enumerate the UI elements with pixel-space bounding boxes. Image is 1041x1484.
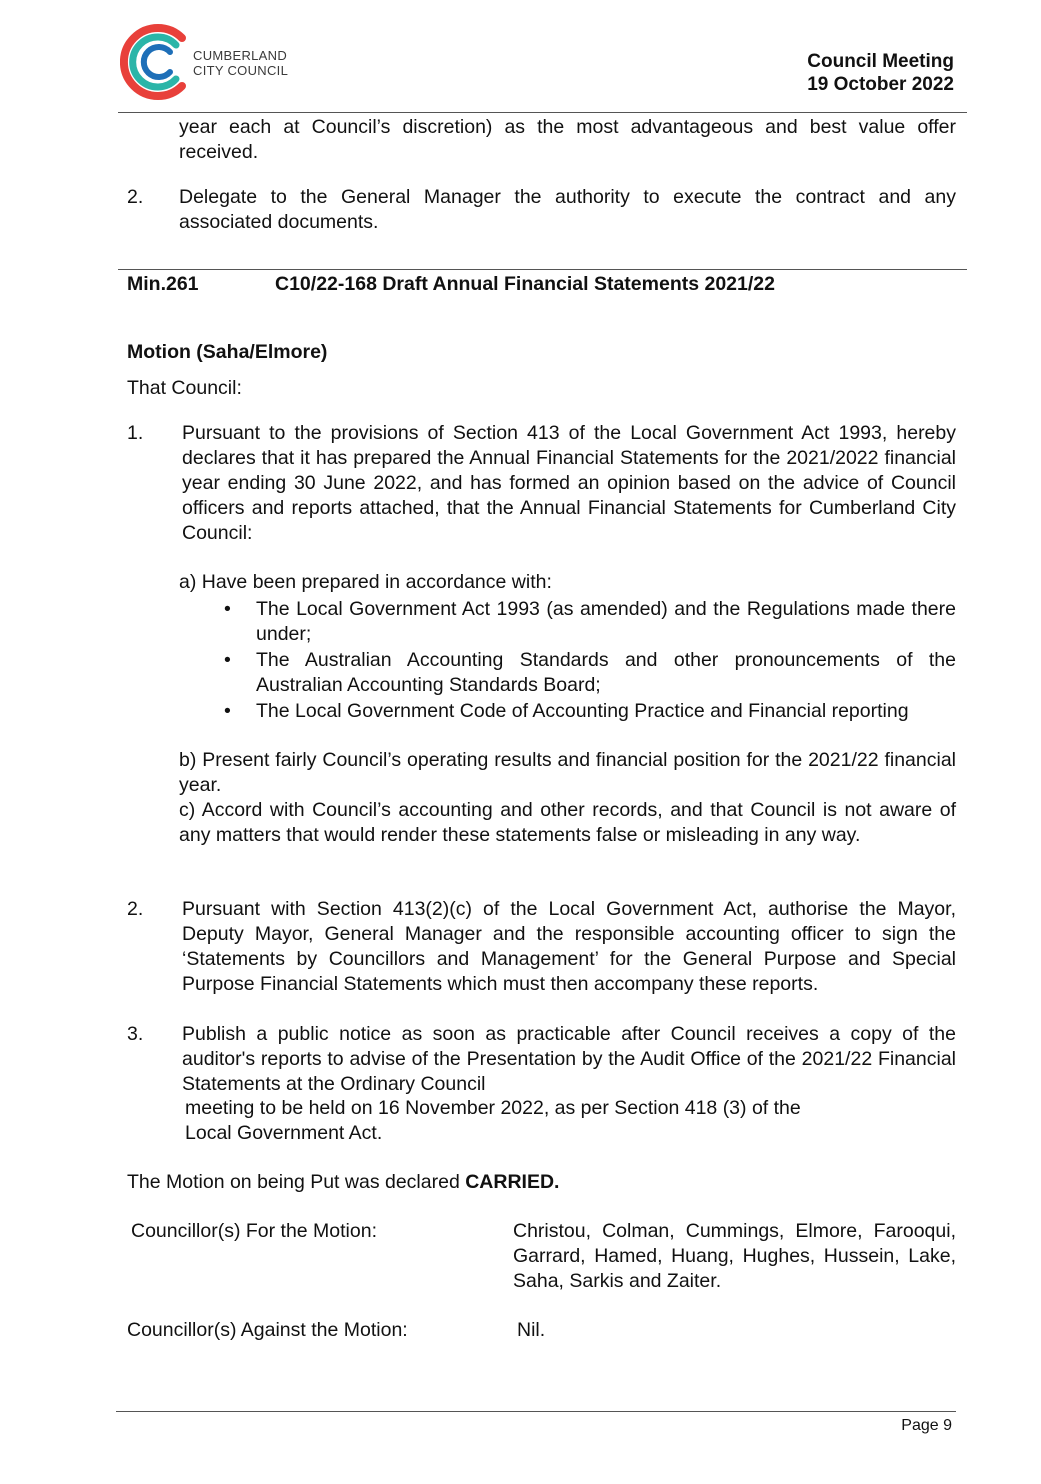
accordance-bullet-list bbox=[179, 597, 956, 724]
motion-sub-a: a) Have been prepared in accordance with: bbox=[179, 571, 552, 593]
bullet-item bbox=[179, 648, 956, 698]
motion-item1-number: 1. bbox=[127, 422, 144, 444]
motion-item2-number: 2. bbox=[127, 898, 144, 920]
vote-for-label: Councillor(s) For the Motion: bbox=[131, 1220, 377, 1242]
motion-item2-text: Pursuant with Section 413(2)(c) of the Local Government Act, authorise the Mayor, Deputy Mayor, General Manager and the responsible accounting officer to sign the ‘Statements by Councillors and Management’ for the General Purpose and Special Purpose Financial Statements which must then accompany these reports. bbox=[182, 898, 956, 995]
footer-divider bbox=[116, 1411, 956, 1412]
meeting-header bbox=[807, 50, 954, 96]
bullet-icon: • bbox=[224, 700, 231, 722]
vote-against-label: Councillor(s) Against the Motion: bbox=[127, 1319, 408, 1341]
logo-text-line1: CUMBERLAND bbox=[193, 48, 288, 63]
motion-heading: Motion (Saha/Elmore) bbox=[127, 341, 328, 363]
bullet-text: The Local Government Code of Accounting Practice and Financial reporting bbox=[256, 700, 909, 722]
motion-result bbox=[127, 1170, 559, 1195]
logo-text-line2: CITY COUNCIL bbox=[193, 63, 289, 78]
minute-title: C10/22-168 Draft Annual Financial Statements 2021/22 bbox=[275, 273, 775, 295]
bullet-text: The Australian Accounting Standards and other pronouncements of the Australian Accounting Standards Board; bbox=[256, 649, 956, 696]
motion-sub-b: b) Present fairly Council’s operating results and financial position for the 2021/22 financial year. bbox=[179, 749, 956, 796]
motion-item3-text: Publish a public notice as soon as practicable after Council receives a copy of the auditor's reports to advise of the Presentation by the Audit Office of the 2021/22 Financial Statements at the Ordinary Council bbox=[182, 1023, 956, 1095]
minute-number: Min.261 bbox=[127, 273, 199, 295]
vote-for-names: Christou, Colman, Cummings, Elmore, Farooqui, Garrard, Hamed, Huang, Hughes, Hussein, Lake, Saha, Sarkis and Zaiter. bbox=[513, 1220, 956, 1292]
council-logo bbox=[120, 22, 320, 102]
cumberland-logo-icon bbox=[120, 22, 196, 102]
motion-item3-line3: Local Government Act. bbox=[185, 1122, 383, 1144]
meeting-title: Council Meeting bbox=[807, 51, 954, 72]
header-divider bbox=[118, 112, 967, 113]
bullet-item bbox=[179, 597, 956, 647]
continued-text: year each at Council’s discretion) as the most advantageous and best value offer received. bbox=[179, 116, 956, 163]
meeting-date: 19 October 2022 bbox=[807, 74, 954, 95]
vote-against-names: Nil. bbox=[517, 1319, 546, 1341]
continued-item2-number: 2. bbox=[127, 186, 144, 208]
bullet-text: The Local Government Act 1993 (as amended) and the Regulations made there under; bbox=[256, 598, 956, 645]
motion-result-outcome: CARRIED. bbox=[465, 1171, 560, 1193]
motion-item3-line2: meeting to be held on 16 November 2022, as per Section 418 (3) of the bbox=[185, 1097, 801, 1119]
motion-intro: That Council: bbox=[127, 377, 242, 399]
motion-result-prefix: The Motion on being Put was declared bbox=[127, 1171, 466, 1193]
bullet-icon: • bbox=[224, 649, 231, 671]
minute-divider bbox=[118, 269, 967, 270]
bullet-item bbox=[179, 699, 956, 724]
bullet-icon: • bbox=[224, 598, 231, 620]
motion-sub-c: c) Accord with Council’s accounting and other records, and that Council is not aware of any matters that would render these statements false or misleading in any way. bbox=[179, 799, 956, 846]
motion-item3-number: 3. bbox=[127, 1023, 144, 1045]
continued-item2-text: Delegate to the General Manager the authority to execute the contract and any associated documents. bbox=[179, 186, 956, 233]
motion-item1-text: Pursuant to the provisions of Section 413 of the Local Government Act 1993, hereby declares that it has prepared the Annual Financial Statements for the 2021/2022 financial year ending 30 June 2022, and has formed an opinion based on the advice of Council officers and reports attached, that the Annual Financial Statements for Cumberland City Council: bbox=[182, 422, 956, 544]
page-number: Page 9 bbox=[901, 1417, 952, 1434]
